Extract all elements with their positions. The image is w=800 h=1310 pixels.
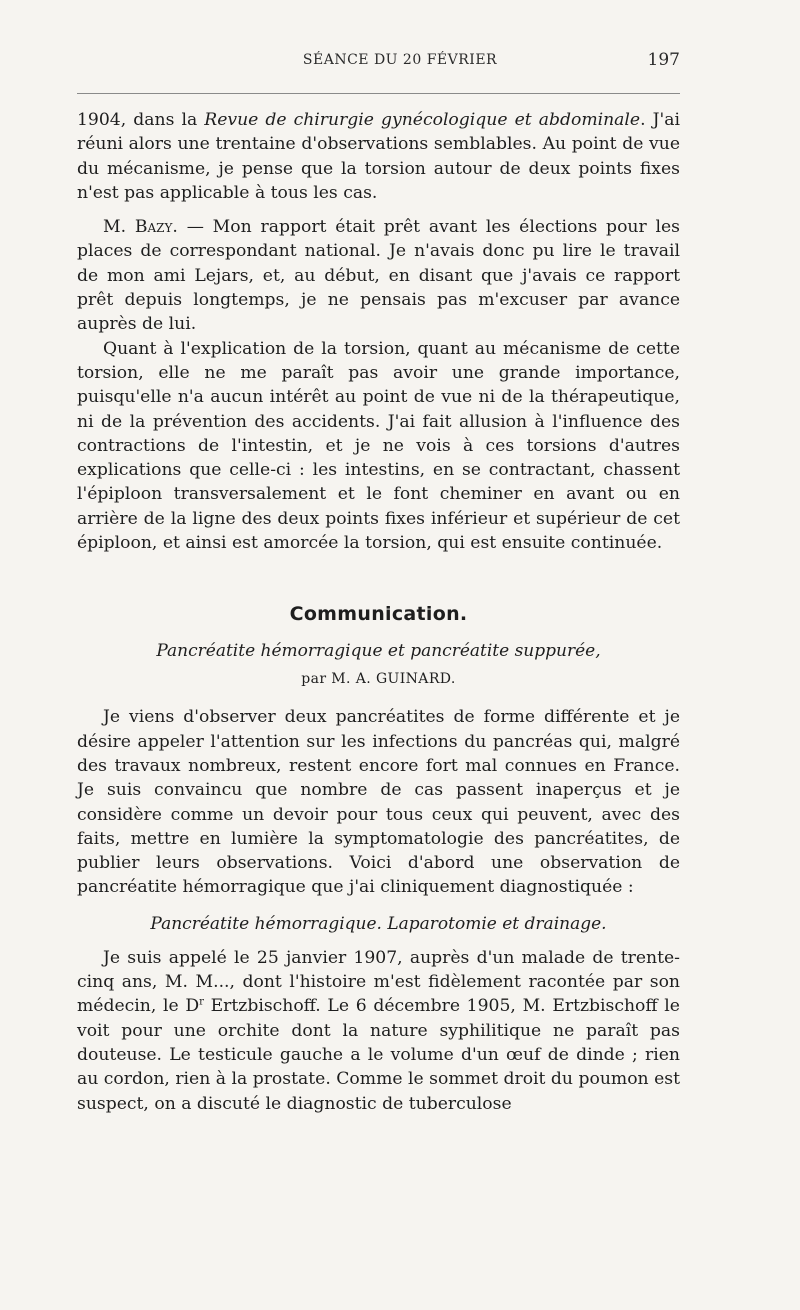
communication-subtitle: Pancréatite hémorragique et pancréatite suppurée, [156, 641, 601, 662]
section-heading: Communication. [289, 603, 468, 626]
paragraph-intro [77, 705, 680, 899]
page-number: 197 [647, 50, 680, 70]
paragraph-continuation [77, 108, 680, 205]
p3-text: Quant à l'explication de la torsion, quant au mécanisme de cette torsion, elle ne me paraît pas avoir une grande importance, puisqu'elle n'a aucun intérêt au point de vue ni de la thérapeutique, ni de la prévention des accidents. J'ai fait allusion à l'influence des contractions de l'intestin, et je ne vois à ces torsions d'autres explications que celle-ci : les intestins, en se contractant, chassent l'épiploon transversalement et le font cheminer en avant ou en arrière de la ligne des deux points fixes inférieur et supérieur de cet épiploon, et ainsi est amorcée la torsion, qui est ensuite continuée. [77, 338, 680, 554]
p4-text: Je viens d'observer deux pancréatites de forme différente et je désire appeler l'attention sur les infections du pancréas qui, malgré des travaux nombreux, restent encore fort mal connues en France. Je suis convaincu que nombre de cas passent inaperçus et je considère comme un devoir pour tous ceux qui peuvent, avec des faits, mettre en lumière la symptomatologie des pancréatites, de publier leurs observations. Voici d'abord une observation de pancréatite hémorragique que j'ai cliniquement diagnostiquée : [77, 707, 680, 898]
observation-heading: Pancréatite hémorragique. Laparotomie et drainage. [150, 913, 607, 934]
author-byline: par M. A. GUINARD. [301, 671, 456, 688]
running-head [0, 50, 800, 74]
running-title: SÉANCE DU 20 FÉVRIER [302, 52, 498, 68]
journal-title: Revue de chirurgie gynécologique et abdominale [204, 110, 641, 130]
paragraph-case [77, 946, 680, 1116]
p1-pre: 1904, dans la [77, 110, 205, 130]
body-text [77, 108, 680, 1116]
p2-text: — Mon rapport était prêt avant les élections pour les places de correspondant national. Je n'avais donc pu lire le travail de mon ami Lejars, et, au début, en disant que j'avais ce rapport prêt depuis longtemps, je ne pensais pas m'excuser par avance auprès de lui. [77, 217, 680, 335]
doctor-abbrev-sup: r [199, 996, 204, 1008]
p5-post: Ertzbischoff. Le 6 décembre 1905, M. Ertzbischoff le voit pour une orchite dont la nature syphilitique ne paraît pas douteuse. Le testicule gauche a le volume d'un œuf de dinde ; rien au cordon, rien à la prostate. Comme le sommet droit du poumon est suspect, on a discuté le diagnostic de tuberculose [77, 996, 680, 1114]
p1-post: . J'ai réuni alors une trentaine d'observations semblables. Au point de vue du mécanisme, je pense que la torsion autour de deux points fixes n'est pas applicable à tous les cas. [77, 110, 680, 203]
paragraph-bazy [77, 215, 680, 336]
p5-pre: Je suis appelé le 25 janvier 1907, auprès d'un malade de trente-cinq ans, M. M..., dont l'histoire m'est fidèlement racontée par son médecin, le D [77, 947, 680, 1017]
header-rule [77, 93, 680, 94]
paragraph-torsion [77, 337, 680, 556]
speaker-name: M. Bazy. [103, 217, 178, 238]
